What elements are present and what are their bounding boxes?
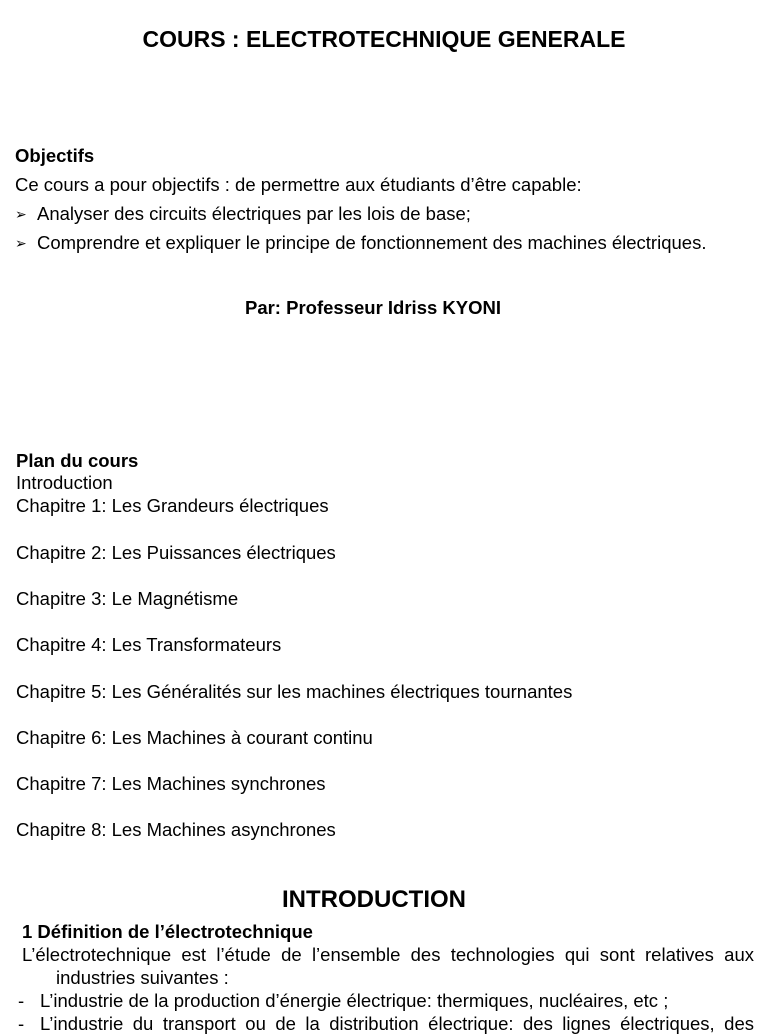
plan-chapter: Chapitre 6: Les Machines à courant continu xyxy=(16,727,373,748)
list-item-text: L’industrie du transport ou de la distribution électrique: des lignes électriques, des xyxy=(40,1013,754,1034)
section-heading: 1 Définition de l’électrotechnique xyxy=(22,921,313,942)
arrow-bullet-icon: ➢ xyxy=(15,234,27,251)
author-line: Par: Professeur Idriss KYONI xyxy=(244,297,501,318)
plan-heading: Plan du cours xyxy=(16,450,139,471)
introduction-title: INTRODUCTION xyxy=(282,886,466,913)
paragraph-line: industries suivantes : xyxy=(56,967,229,988)
objective-item xyxy=(15,232,706,253)
objectives-heading: Objectifs xyxy=(15,145,95,166)
objective-item xyxy=(15,203,471,224)
list-item xyxy=(18,990,668,1011)
paragraph-line: L’électrotechnique est l’étude de l’ensemble des technologies qui sont relatives aux xyxy=(22,944,754,965)
plan-chapter: Chapitre 8: Les Machines asynchrones xyxy=(16,819,336,840)
plan-chapter: Chapitre 5: Les Généralités sur les machines électriques tournantes xyxy=(16,681,573,702)
plan-chapter: Chapitre 2: Les Puissances électriques xyxy=(16,542,336,563)
plan-chapter: Chapitre 1: Les Grandeurs électriques xyxy=(16,495,329,516)
plan-introduction: Introduction xyxy=(16,472,113,493)
plan-chapter: Chapitre 3: Le Magnétisme xyxy=(16,588,239,609)
dash-bullet: - xyxy=(18,990,25,1011)
objectives-intro: Ce cours a pour objectifs : de permettre aux étudiants d’être capable: xyxy=(15,174,582,195)
objective-item-text: Analyser des circuits électriques par les lois de base; xyxy=(37,203,471,224)
plan-chapter: Chapitre 4: Les Transformateurs xyxy=(16,634,282,655)
objective-item-text: Comprendre et expliquer le principe de fonctionnement des machines électriques. xyxy=(37,232,707,253)
plan-chapter: Chapitre 7: Les Machines synchrones xyxy=(16,773,326,794)
dash-bullet: - xyxy=(18,1013,25,1034)
list-item-text: L’industrie de la production d’énergie électrique: thermiques, nucléaires, etc ; xyxy=(40,990,669,1011)
document-title: COURS : ELECTROTECHNIQUE GENERALE xyxy=(142,26,626,52)
arrow-bullet-icon: ➢ xyxy=(15,205,27,222)
